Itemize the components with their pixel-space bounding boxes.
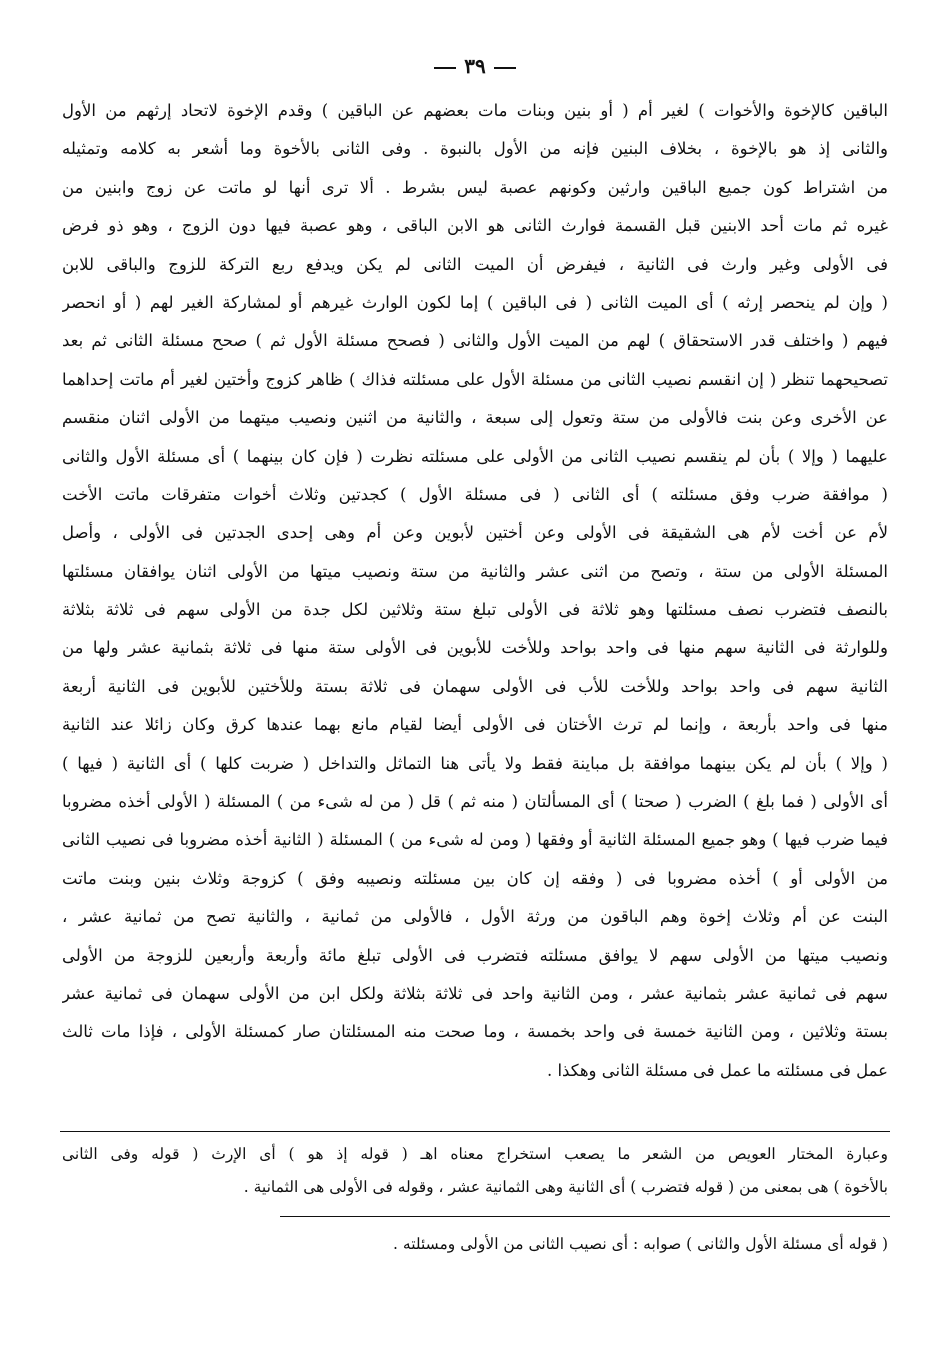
body-line: والثانى إذ هو بالإخوة ، بخلاف البنين فإنه من الأول بالنبوة . وفى الثانى بالأخوة وما أشعر به كلامه وتمثيله [62, 139, 888, 159]
body-line: البنت عن أم وثلاث إخوة وهم الباقون من ورثة الأول ، فالأولى من ثمانية ، والثانية تصح من ثمانية عشر ، [62, 907, 888, 927]
body-line: المسئلة الأولى من ستة ، وتصح من اثنى عشر والثانية من ستة ونصيب ميتها من الأولى اثنان يوافقان مسئلتها [62, 561, 888, 581]
body-line: ونصيب ميتها من الأولى سهم لا يوافق مسئلته فتضرب فى الأولى تبلغ مائة وأربعة وأربعين للزوجة من الأولى [62, 945, 888, 965]
footnote-line: بالأخوة ) هى بمعنى من ( قوله فتضرب ) أى الثانية وهى الثمانية عشر ، وقوله فى الأولى هى الثمانية . [243, 1178, 888, 1196]
body-line: منها فى واحد بأربعة ، وإنما لم ترث الأختان فى الأولى أيضا لقيام مانع بهما عندها كرق وكان زائلا عند الثانية [62, 715, 888, 735]
body-line: عن الأخرى وعن بنت فالأولى من ستة وتعول إلى سبعة ، والثانية من اثنين ونصيب ميتهما من الأولى اثنان منقسم [62, 408, 888, 428]
body-line: بستة وثلاثين ، ومن الثانية خمسة فى واحد بخمسة ، وما صحت منه المسئلتان صار كمسئلة الأولى ، فإذا مات ثالث [62, 1022, 888, 1042]
body-line: ( وإلا ) بأن لم يكن بينهما موافقة بل مباينة فقط ولا يأتى هنا التماثل والتداخل ( ضربت كلها ) أى الثانية ( فيها ) [62, 753, 888, 773]
correction-note: ( قوله أى مسئلة الأول والثانى ) صوابه : أى نصيب الثانى من الأولى ومسئلته . [393, 1235, 888, 1253]
body-line: بالنصف فتضرب نصف مسئلتها وهو ثلاثة فى الأولى تبلغ ستة وثلاثين لكل جدة من الأولى سهم فى ثلاثة بثلاثة [62, 600, 888, 620]
correction-divider [280, 1216, 890, 1217]
page-number: ٣٩ [0, 54, 950, 78]
footnotes [62, 1138, 888, 1204]
body-line: تصحيحهما تنظر ( إن انقسم نصيب الثانى من مسئلة الأول على مسئلته فذاك ) ظاهر كزوج وأختين لغير أم ماتت إحداهما [62, 369, 888, 389]
body-line: فى الأولى وغير وارث فى الثانية ، فيفرض أن الميت الثانى لم يكن ويدفع ربع التركة للزوج والباقى للابن [62, 254, 888, 274]
body-line: وللوارثة فى الثانية سهم منها فى واحد بواحد وللأخت للأبوين فى الأولى ستة منها فى ثلاثة بثمانية عشر ولها من [62, 638, 888, 658]
body-line: الباقين كالإخوة والأخوات ) لغير أم ( أو بنين وبنات مات بعضهم عن الباقين ) وقدم الإخوة لاتحاد إرثهم من الأول [62, 101, 888, 120]
body-line: أى الأولى ( فما بلغ ) الضرب ( صحتا ) أى المسألتان ( منه ثم ) قل ( من له شىء من ) المسئلة ( الأولى أخذه مضروبا [62, 792, 888, 812]
body-line: سهم فى ثمانية عشر بثمانية عشر ، ومن الثانية واحد فى ثلاثة بثلاثة ولكل ابن من الأولى سهمان فى ثمانية عشر [62, 983, 888, 1003]
body-line: عليهما ( وإلا ) بأن لم ينقسم نصيب الثانى من الأولى على مسئلته نظرت ( فإن كان بينهما ) أى مسئلة الأول والثانى [62, 446, 888, 466]
body-line: لأم عن أخت لأم هى الشقيقة فى الأولى وعن أختين لأبوين وعن أم وهى إحدى الجدتين فى الأولى ، وأصل [62, 523, 888, 543]
body-line: من الأولى أو ) أخذه مضروبا فى ( وفقه إن كان بين مسئلته ونصيبه وفق ) كزوجة وثلاث بنين وبنت ماتت [62, 868, 888, 888]
main-text-body [62, 92, 888, 1090]
body-line: الثانية سهم فى واحد بواحد وللأخت للأب فى الأولى سهمان فى ثلاثة بستة وللأختين للأبوين فى الثانية أربعة [62, 676, 888, 696]
body-line: فيما ضرب فيها ) وهو جميع المسئلة الثانية أو وفقها ( ومن له شىء من ) المسئلة ( الثانية أخذه مضروبا فى نصيب الثانى [62, 830, 888, 850]
body-line: فيهم ( واختلف قدر الاستحقاق ) لهم من الميت الأول والثانى ( فصحح مسئلة الأول ثم ) صحح مسئلة الثانى ثم بعد [62, 331, 888, 351]
body-line: غيره ثم مات أحد الابنين قبل القسمة فوارث الثانى هو الابن الباقى ، وهو عصبة فيها دون الزوج ، وهو ذو فرض [62, 216, 888, 236]
body-line: ( موافقة ضرب وفق مسئلته ) أى الثانى ( فى مسئلة الأول ) كجدتين وثلاث أخوات متفرقات ماتت الأخت [62, 484, 888, 504]
body-line: عمل فى مسئلته ما عمل فى مسئلة الثانى وهكذا . [546, 1060, 888, 1080]
body-line: ( وإن لم ينحصر إرثه ) أى الميت الثانى ( فى الباقين ) إما لكون الوارث غيرهم أو لمشاركة الغير لهم ( أو انحصر [62, 292, 888, 312]
footnote-divider [60, 1131, 890, 1132]
body-line: من اشتراط كون جميع الباقين وارثين وكونهم عصبة ليس بشرط . ألا ترى أنها لو ماتت عن زوج وابنين من [62, 177, 888, 197]
footnote-line: وعبارة المختار العويص من الشعر ما يصعب استخراج معناه اهـ ( قوله إذ هو ) أى الإرث ( قوله وفى الثانى [62, 1145, 888, 1163]
